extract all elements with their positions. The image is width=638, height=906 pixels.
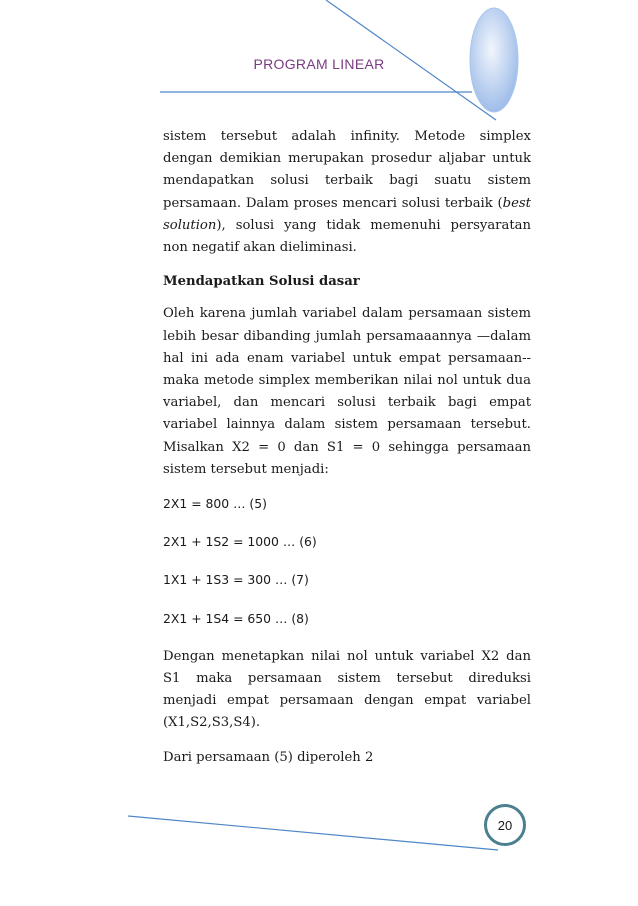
paragraph-reduction: Dengan menetapkan nilai nol untuk variabel X2 dan S1 maka persamaan sistem tersebut direduksi menjadi empat persamaan dengan empat variabel (X1,S2,S3,S4). [163, 648, 531, 731]
paragraph-intro [163, 126, 531, 259]
equation-7: 1X1 + 1S3 = 300 … (7) [163, 572, 309, 588]
page-number: 20 [497, 817, 513, 833]
equation-5: 2X1 = 800 … (5) [163, 496, 267, 512]
section-heading: Mendapatkan Solusi dasar [163, 274, 360, 290]
footer-line [128, 816, 498, 850]
paragraph-derivation: Dari persamaan (5) diperoleh 2 [163, 749, 374, 765]
page-number-badge [484, 804, 526, 846]
paragraph-intro-end: ), solusi yang tidak memenuhi persyaratan non negatif akan dieliminasi. [163, 217, 531, 256]
equation-8: 2X1 + 1S4 = 650 … (8) [163, 610, 309, 626]
italic-term: best solution [163, 195, 531, 233]
running-header [0, 56, 638, 72]
page-body [163, 126, 531, 769]
equation-6: 2X1 + 1S2 = 1000 … (6) [163, 534, 317, 550]
paragraph-intro-text: sistem tersebut adalah infinity. Metode simplex dengan demikian merupakan prosedur aljabar untuk mendapatkan solusi terbaik bagi suatu sistem persamaan. Dalam proses mencari solusi terbaik ( [163, 129, 531, 211]
paragraph-explanation: Oleh karena jumlah variabel dalam persamaan sistem lebih besar dibanding jumlah persamaaannya —dalam hal ini ada enam variabel untuk empat persamaan-- maka metode simplex memberikan nilai nol untuk dua variabel, dan mencari solusi terbaik bagi empat variabel lainnya dalam sistem persamaan tersebut. Misalkan X2 = 0 dan S1 = 0 sehingga persamaan sistem tersebut menjadi: [163, 306, 531, 477]
header-title: PROGRAM LINEAR [253, 56, 385, 72]
